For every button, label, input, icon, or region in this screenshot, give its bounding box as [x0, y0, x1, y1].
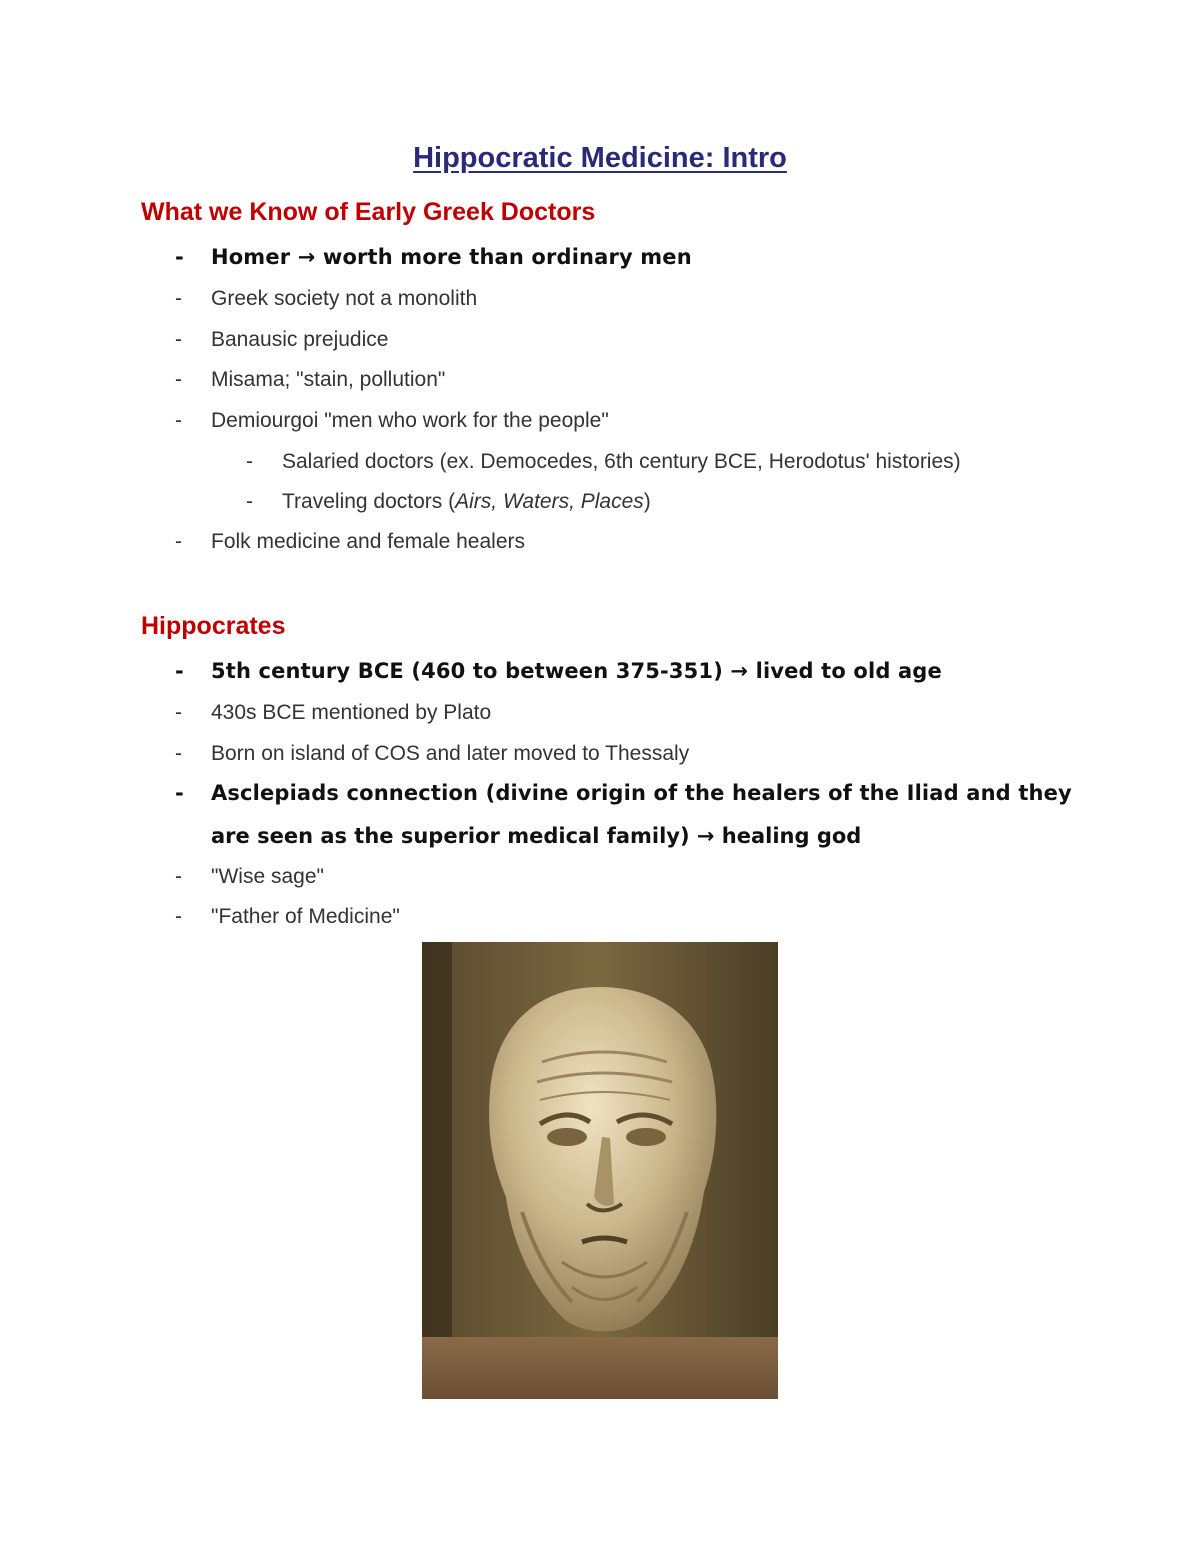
work-title: Airs, Waters, Places [455, 490, 644, 513]
list-item [175, 702, 491, 723]
bullet-dash: - [175, 287, 182, 310]
list-item [175, 661, 942, 682]
list-item [175, 329, 388, 350]
hippocrates-bust-image [422, 942, 778, 1399]
list-item [175, 906, 400, 927]
sub-list-item [246, 491, 651, 512]
bullet-dash: - [175, 781, 184, 805]
list-item-text: 430s BCE mentioned by Plato [211, 701, 492, 724]
list-item-text: "Father of Medicine" [211, 905, 400, 928]
bullet-dash: - [175, 659, 184, 683]
bullet-dash: - [175, 328, 182, 351]
list-item-text: Asclepiads connection (divine origin of the healers of the Iliad and they [211, 781, 1072, 805]
page-title: Hippocratic Medicine: Intro [413, 142, 787, 174]
bullet-dash: - [175, 245, 184, 269]
list-item [175, 410, 609, 431]
bullet-dash: - [175, 701, 182, 724]
list-item [175, 369, 445, 390]
section-heading-early-greek-doctors: What we Know of Early Greek Doctors [141, 198, 596, 226]
list-item-text: Born on island of COS and later moved to Thessaly [211, 742, 690, 765]
bullet-dash: - [175, 905, 182, 928]
sub-list-item [246, 451, 961, 472]
section-heading-hippocrates: Hippocrates [141, 612, 286, 640]
bullet-dash: - [246, 450, 253, 473]
list-item-text: "Wise sage" [211, 865, 324, 888]
bullet-dash: - [246, 490, 253, 513]
list-item-text: Salaried doctors (ex. Democedes, 6th century BCE, Herodotus' histories) [282, 450, 961, 473]
list-item-text: Traveling doctors ( [282, 490, 456, 513]
list-item-text: Misama; "stain, pollution" [211, 368, 446, 391]
list-item [175, 783, 1072, 804]
bullet-dash: - [175, 742, 182, 765]
bullet-dash: - [175, 368, 182, 391]
list-item-text: Demiourgoi "men who work for the people" [211, 409, 609, 432]
bullet-dash: - [175, 409, 182, 432]
list-item-text: Folk medicine and female healers [211, 530, 525, 553]
list-item [175, 531, 525, 552]
list-item-text: Homer → worth more than ordinary men [211, 245, 692, 269]
list-item [175, 288, 477, 309]
bullet-dash: - [175, 865, 182, 888]
list-item-text: Banausic prejudice [211, 328, 389, 351]
list-item-text: 5th century BCE (460 to between 375-351) → lived to old age [211, 659, 942, 683]
list-item-text-end: ) [643, 490, 651, 513]
list-item-continuation: are seen as the superior medical family) → healing god [211, 824, 862, 848]
list-item-text: Greek society not a monolith [211, 287, 478, 310]
list-item [175, 247, 692, 268]
bullet-dash: - [175, 530, 182, 553]
list-item [175, 743, 689, 764]
list-item [175, 866, 324, 887]
